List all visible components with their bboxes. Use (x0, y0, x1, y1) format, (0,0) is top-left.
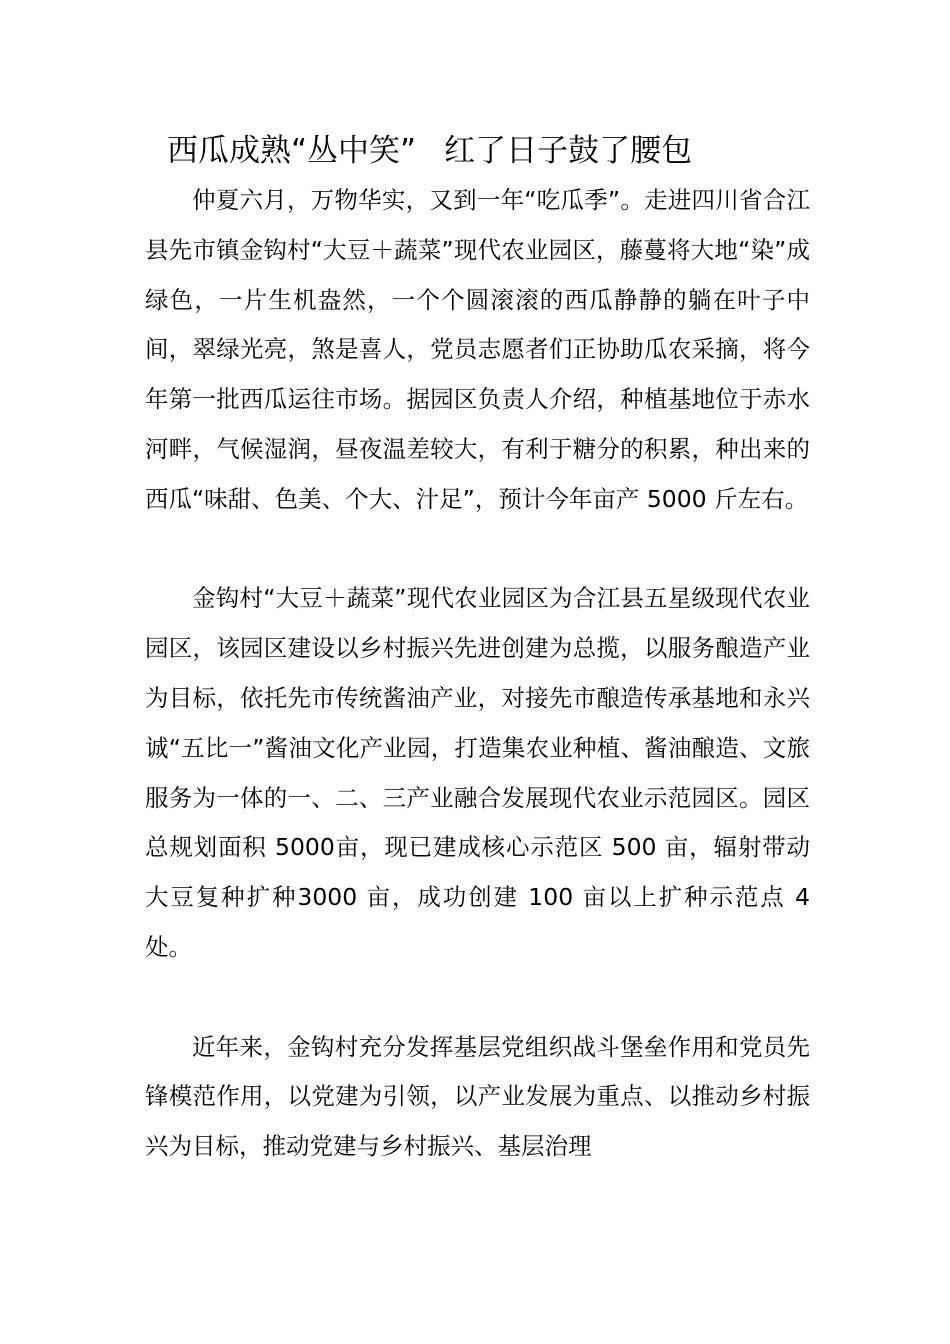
document-page (145, 126, 810, 1172)
paragraph-1: 仲夏六月，万物华实，又到一年“吃瓜季”。走进四川省合江县先市镇金钩村“大豆＋蔬菜”现代农业园区，藤蔓将大地“染”成绿色，一片生机盎然，一个个圆滚滚的西瓜静静的躺在叶子中间，翠绿光亮，煞是喜人，党员志愿者们正协助瓜农采摘，将今年第一批西瓜运往市场。据园区负责人介绍，种植基地位于赤水河畔，气候湿润，昼夜温差较大，有利于糖分的积累，种出来的西瓜“味甜、色美、个大、汁足”，预计今年亩产 5000 斤左右。 (145, 186, 810, 513)
title-part-1: 西瓜成熟“丛中笑” (167, 133, 417, 169)
document-title (145, 126, 810, 176)
title-part-2: 红了日子鼓了腰包 (444, 133, 693, 169)
paragraph-2: 金钩村“大豆＋蔬菜”现代农业园区为合江县五星级现代农业园区，该园区建设以乡村振兴先进创建为总揽，以服务酿造产业为目标，依托先市传统酱油产业，对接先市酿造传承基地和永兴诚“五比一”酱油文化产业园，打造集农业种植、酱油酿造、文旅服务为一体的一、二、三产业融合发展现代农业示范园区。园区总规划面积 5000亩，现已建成核心示范区 500 亩，辐射带动大豆复种扩种3000 亩，成功创建 100 亩以上扩种示范点 4 处。 (145, 584, 810, 961)
paragraph-3: 近年来，金钩村充分发挥基层党组织战斗堡垒作用和党员先锋模范作用，以党建为引领，以产业发展为重点、以推动乡村振兴为目标，推动党建与乡村振兴、基层治理 (145, 1032, 810, 1161)
